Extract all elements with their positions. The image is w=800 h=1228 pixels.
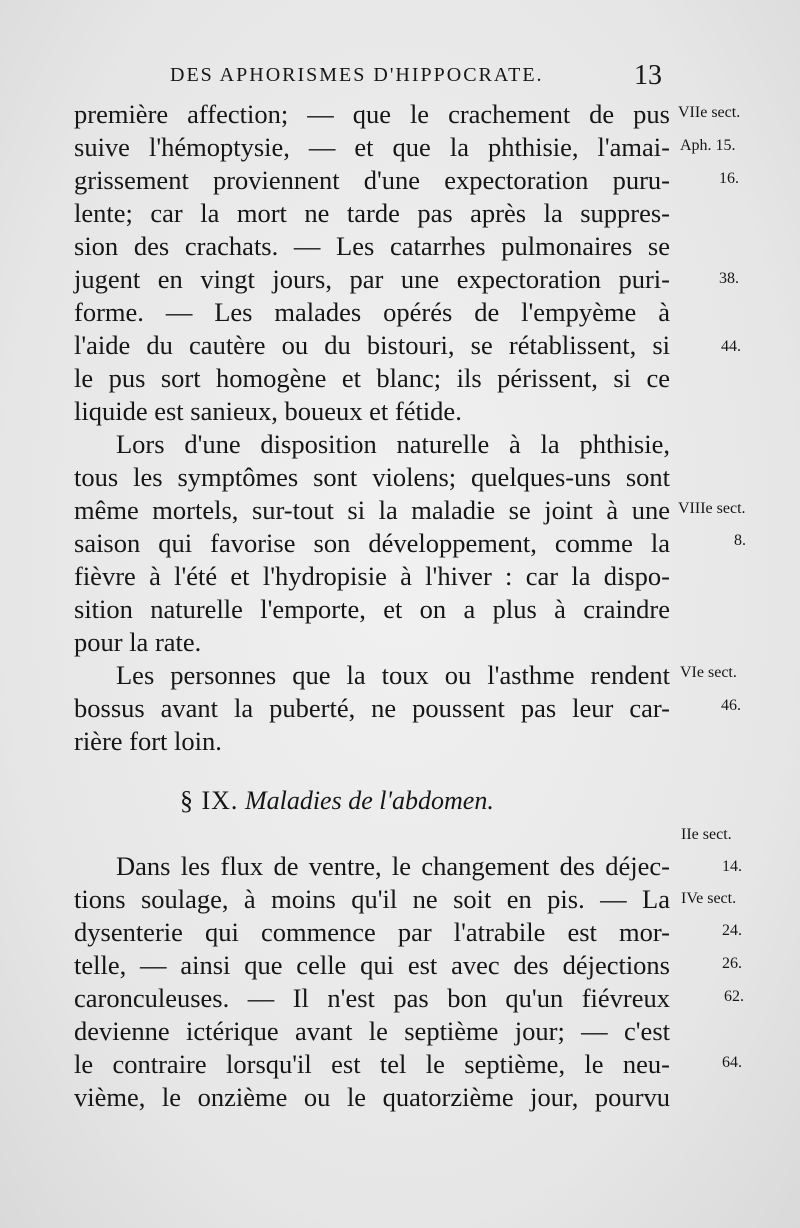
running-header bbox=[170, 60, 670, 94]
text-line: fièvre à l'été et l'hydropisie à l'hiver : car la dispo- bbox=[74, 561, 670, 591]
text-line: tions soulage, à moins qu'il ne soit en pis. — La bbox=[74, 884, 670, 914]
margin-note: 46. bbox=[721, 697, 741, 714]
margin-note: IIe sect. bbox=[681, 826, 732, 843]
margin-note: 38. bbox=[719, 270, 739, 287]
text-line: Dans les flux de ventre, le changement des déjec- bbox=[116, 851, 670, 881]
text-line: devienne ictérique avant le septième jour; — c'est bbox=[74, 1016, 670, 1046]
margin-note: 16. bbox=[719, 170, 739, 187]
margin-note: VIe sect. bbox=[680, 664, 737, 681]
margin-note: 62. bbox=[724, 988, 744, 1005]
text-line: caronculeuses. — Il n'est pas bon qu'un fiévreux bbox=[74, 983, 670, 1013]
text-line: même mortels, sur-tout si la maladie se joint à une bbox=[74, 495, 670, 525]
margin-note: 14. bbox=[722, 858, 742, 875]
margin-note: VIIIe sect. bbox=[678, 500, 746, 517]
margin-note: IVe sect. bbox=[681, 890, 737, 907]
margin-note: Aph. 15. bbox=[680, 137, 736, 154]
page-number: 13 bbox=[634, 60, 662, 91]
text-line: l'aide du cautère ou du bistouri, se rétablissent, si bbox=[74, 330, 670, 360]
text-line: Les personnes que la toux ou l'asthme rendent bbox=[116, 660, 670, 690]
text-line: sion des crachats. — Les catarrhes pulmonaires se bbox=[74, 231, 670, 261]
text-line: première affection; — que le crachement de pus bbox=[74, 99, 670, 129]
text-line: jugent en vingt jours, par une expectoration puri- bbox=[74, 264, 670, 294]
section-number: § IX. bbox=[180, 786, 239, 815]
text-line: tous les symptômes sont violens; quelques-uns sont bbox=[74, 462, 670, 492]
margin-note: 8. bbox=[734, 532, 746, 549]
text-line: vième, le onzième ou le quatorzième jour, pourvu bbox=[74, 1082, 670, 1112]
text-line: lente; car la mort ne tarde pas après la suppres- bbox=[74, 198, 670, 228]
margin-note: 26. bbox=[722, 955, 742, 972]
margin-note: 24. bbox=[722, 922, 742, 939]
margin-note: 44. bbox=[721, 338, 741, 355]
text-line: dysenterie qui commence par l'atrabile est mor- bbox=[74, 917, 670, 947]
text-line: liquide est sanieux, boueux et fétide. bbox=[74, 396, 462, 426]
text-line: forme. — Les malades opérés de l'empyème à bbox=[74, 297, 670, 327]
section-title: Maladies de l'abdomen. bbox=[244, 786, 494, 815]
text-line: grissement proviennent d'une expectoration puru- bbox=[74, 165, 670, 195]
section-heading bbox=[180, 786, 494, 816]
margin-note: VIIe sect. bbox=[678, 104, 741, 121]
text-line: saison qui favorise son développement, comme la bbox=[74, 528, 670, 558]
margin-note: 64. bbox=[722, 1054, 742, 1071]
text-line: sition naturelle l'emporte, et on a plus à craindre bbox=[74, 594, 670, 624]
text-line: bossus avant la puberté, ne poussent pas leur car- bbox=[74, 693, 670, 723]
text-line: telle, — ainsi que celle qui est avec des déjections bbox=[74, 950, 670, 980]
text-line: rière fort loin. bbox=[74, 726, 222, 756]
text-line: suive l'hémoptysie, — et que la phthisie, l'amai- bbox=[74, 132, 670, 162]
text-line: pour la rate. bbox=[74, 627, 202, 657]
text-line: Lors d'une disposition naturelle à la phthisie, bbox=[116, 429, 670, 459]
running-title: DES APHORISMES D'HIPPOCRATE. bbox=[170, 64, 544, 86]
text-line: le contraire lorsqu'il est tel le septième, le neu- bbox=[74, 1049, 670, 1079]
text-line: le pus sort homogène et blanc; ils périssent, si ce bbox=[74, 363, 670, 393]
